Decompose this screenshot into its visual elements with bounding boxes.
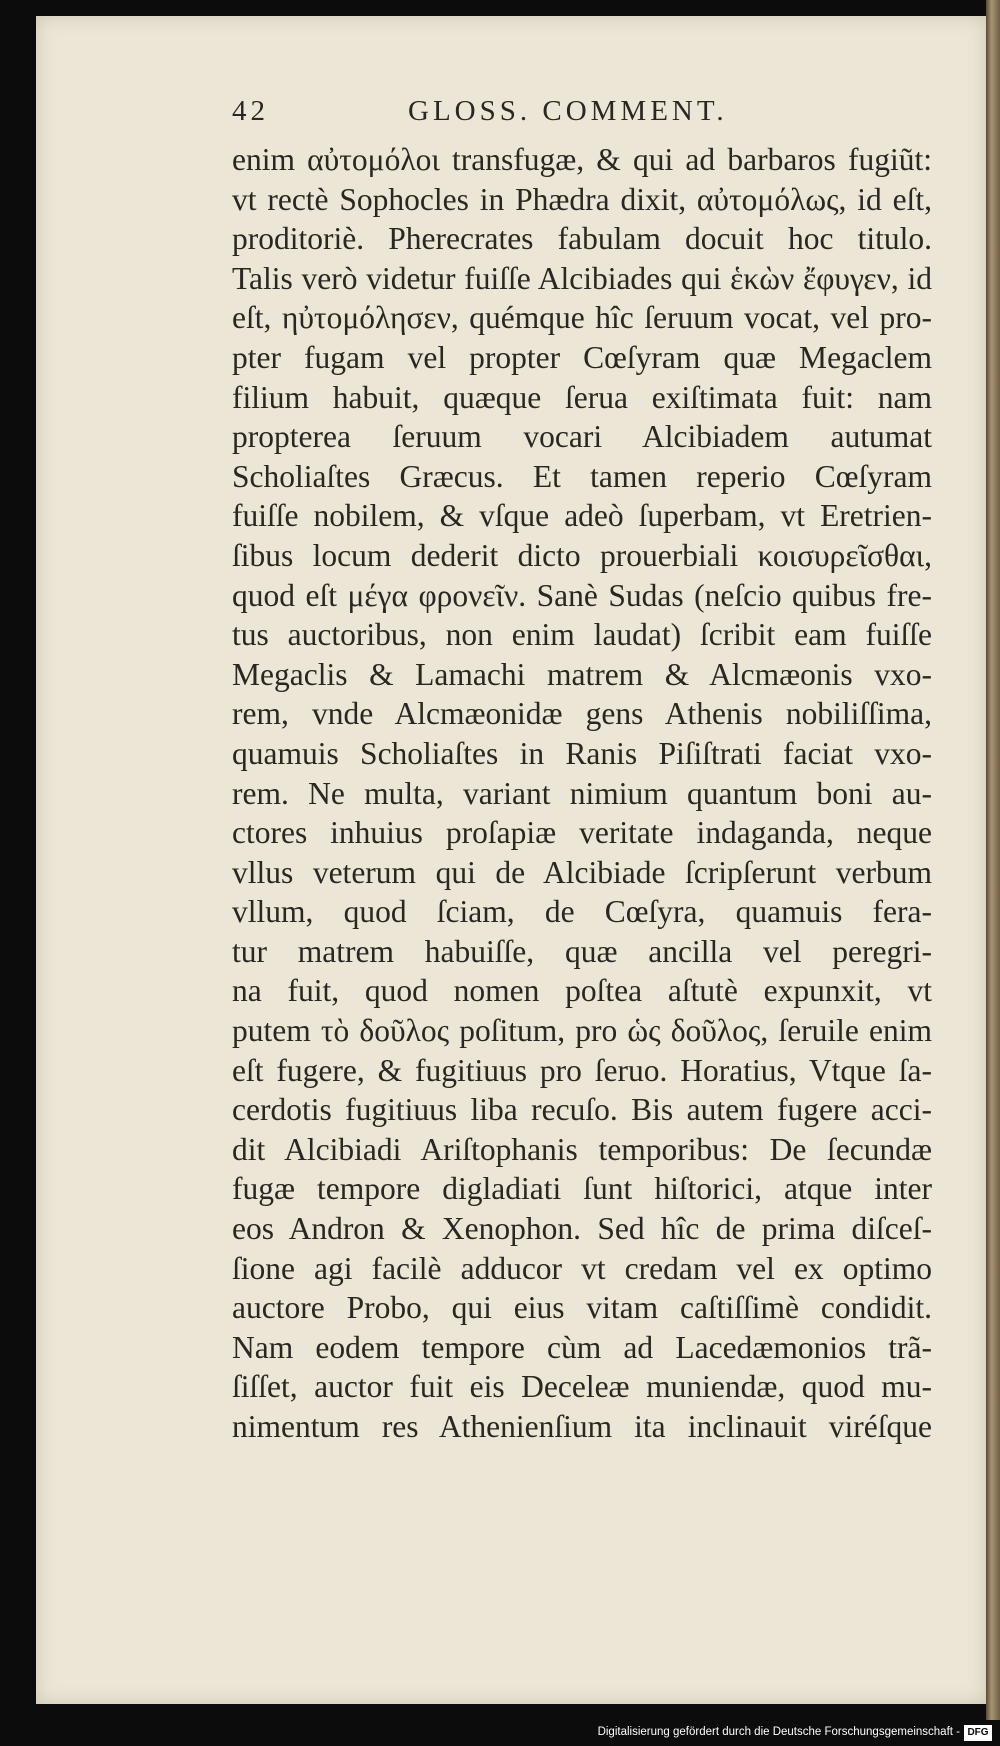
text-line: Megaclis & Lamachi matrem & Alcmæonis vxo- — [232, 656, 932, 692]
funding-credit: Digitalisierung gefördert durch die Deutsche Forschungsgemeinschaft - — [597, 1726, 960, 1738]
page-number: 42 — [232, 95, 269, 127]
text-line: enim αὐτομόλοι transfugæ, & qui ad barbaros fugiũt: — [232, 142, 932, 177]
text-line: Scholiaſtes Græcus. Et tamen reperio Cœſyram — [232, 458, 932, 494]
text-line: proditoriè. Pherecrates fabulam docuit hoc titulo. — [232, 221, 932, 257]
text-line: vllus veterum qui de Alcibiade ſcripſerunt verbum — [232, 854, 932, 890]
text-line: rem, vnde Alcmæonidæ gens Athenis nobiliſſima, — [232, 696, 932, 732]
digitization-footer — [0, 1722, 1000, 1746]
body-text — [232, 140, 932, 1447]
text-line: quamuis Scholiaſtes in Ranis Piſiſtrati faciat vxo- — [232, 735, 932, 771]
text-line: eos Andron & Xenophon. Sed hîc de prima diſceſ- — [232, 1211, 932, 1247]
text-line: eſt, ηὐτομόλησεν, quémque hîc ſeruum vocat, vel pro- — [232, 300, 932, 336]
text-line: cerdotis fugitiuus liba recuſo. Bis autem fugere acci- — [232, 1092, 932, 1128]
text-line: ſibus locum dederit dicto prouerbiali κοισυρεῖσθαι, — [232, 537, 932, 573]
text-line: ſiſſet, auctor fuit eis Deceleæ muniendæ, quod mu- — [232, 1369, 932, 1405]
text-line: tus auctoribus, non enim laudat) ſcribit eam fuiſſe — [232, 617, 932, 653]
text-line: putem τὸ δοῦλος poſitum, pro ὡς δοῦλος, ſeruile enim — [232, 1013, 932, 1049]
text-line: tur matrem habuiſſe, quæ ancilla vel peregri- — [232, 933, 932, 969]
text-line: nimentum res Athenienſium ita inclinauit viréſque — [232, 1409, 932, 1444]
text-line: auctore Probo, qui eius vitam caſtiſſimè condidit. — [232, 1290, 932, 1326]
text-line: Nam eodem tempore cùm ad Lacedæmonios trã- — [232, 1329, 932, 1365]
text-line: na fuit, quod nomen poſtea aſtutè expunxit, vt — [232, 973, 932, 1009]
text-line: Talis verò videtur fuiſſe Alcibiades qui ἑκὼν ἔφυγεν, id — [232, 260, 932, 296]
text-line: vllum, quod ſciam, de Cœſyra, quamuis fera- — [232, 894, 932, 930]
text-line: filium habuit, quæque ſerua exiſtimata fuit: nam — [232, 379, 932, 415]
page-header — [232, 95, 752, 139]
text-line: ctores inhuius proſapiæ veritate indaganda, neque — [232, 815, 932, 851]
text-line: rem. Ne multa, variant nimium quantum boni au- — [232, 775, 932, 811]
text-line: eſt fugere, & fugitiuus pro ſeruo. Horatius, Vtque ſa- — [232, 1052, 932, 1088]
dfg-logo: DFG — [964, 1725, 992, 1741]
book-binding-edge — [986, 0, 1000, 1720]
text-line: dit Alcibiadi Ariſtophanis temporibus: De ſecundæ — [232, 1131, 932, 1167]
text-line: quod eſt μέγα φρονεῖν. Sanè Sudas (neſcio quibus fre- — [232, 577, 932, 613]
running-title: GLOSS. COMMENT. — [408, 95, 728, 127]
text-line: fuiſſe nobilem, & vſque adeò ſuperbam, vt Eretrien- — [232, 498, 932, 534]
text-line: ſione agi facilè adducor vt credam vel ex optimo — [232, 1250, 932, 1286]
text-line: propterea ſeruum vocari Alcibiadem autumat — [232, 419, 932, 455]
text-line: pter fugam vel propter Cœſyram quæ Megaclem — [232, 339, 932, 375]
text-line: vt rectè Sophocles in Phædra dixit, αὐτομόλως, id eſt, — [232, 181, 932, 217]
text-line: fugæ tempore digladiati ſunt hiſtorici, atque inter — [232, 1171, 932, 1207]
